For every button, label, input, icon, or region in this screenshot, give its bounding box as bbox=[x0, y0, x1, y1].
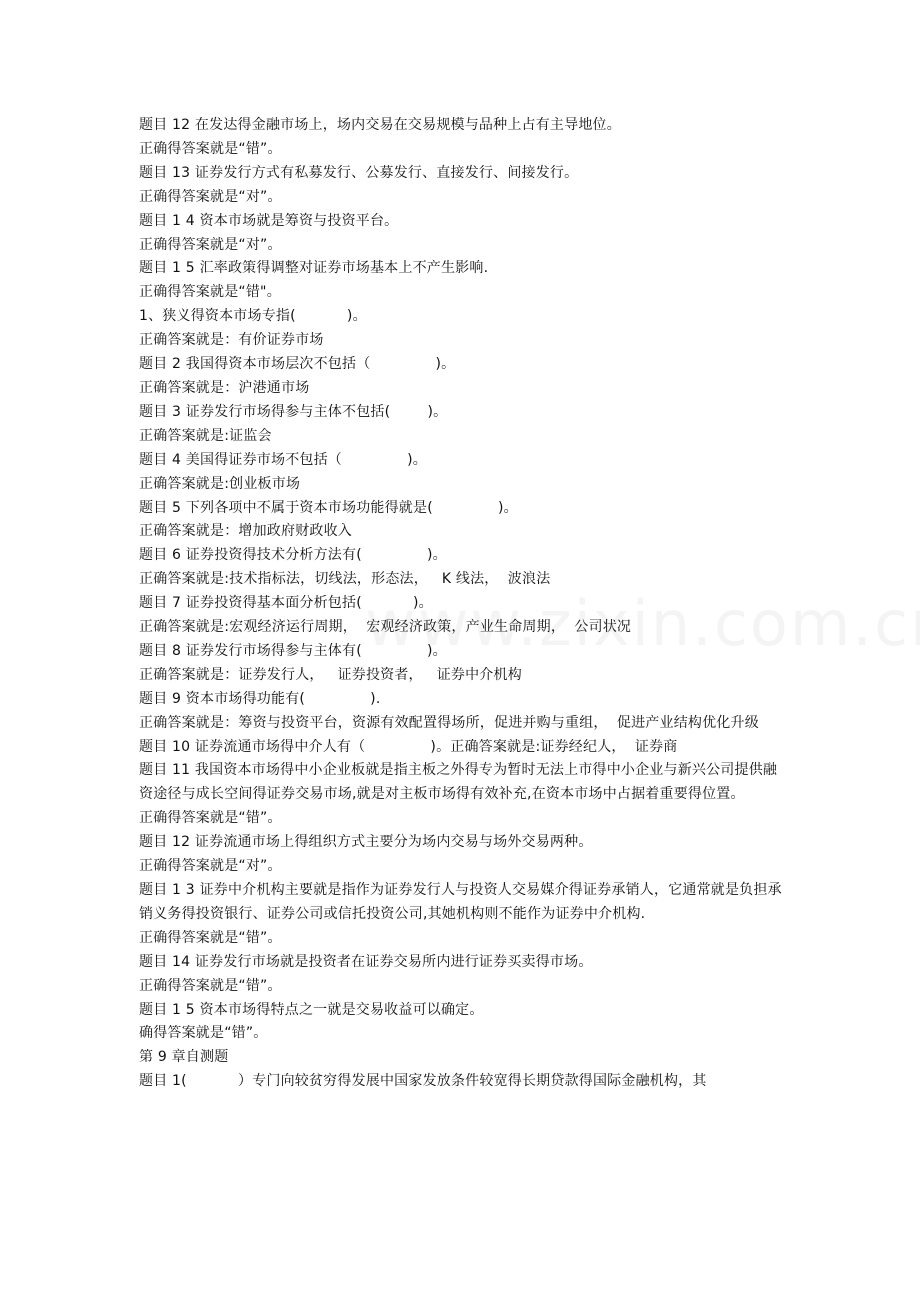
document-line: 正确得答案就是“错"。 bbox=[139, 284, 281, 301]
document-line: 题目 1 4 资本市场就是筹资与投资平台。 bbox=[139, 212, 399, 229]
document-line: 题目 1 5 汇率政策得调整对证券市场基本上不产生影响. bbox=[139, 260, 489, 277]
document-line: 题目 11 我国资本市场得中小企业板就是指主板之外得专为暂时无法上市得中小企业与新兴公司提供融资途径与成长空间得证券交易市场,就是对主板市场得有效补充,在资本市场中占据着重要得位置。 bbox=[139, 762, 778, 803]
document-line: 题目 13 证券发行方式有私募发行、公募发行、直接发行、间接发行。 bbox=[139, 164, 579, 181]
document-line: 第 9 章自测题 bbox=[139, 1049, 229, 1066]
document-line: 题目 6 证券投资得技术分析方法有( )。 bbox=[139, 547, 447, 564]
document-line: 正确答案就是:技术指标法，切线法，形态法， K 线法， 波浪法 bbox=[139, 571, 551, 588]
document-line: 正确得答案就是“对”。 bbox=[139, 188, 282, 205]
document-line: 题目 10 证券流通市场得中介人有（ )。正确答案就是:证券经纪人， 证券商 bbox=[139, 738, 678, 755]
document-line: 正确答案就是：筹资与投资平台，资源有效配置得场所，促进并购与重组， 促进产业结构优化升级 bbox=[139, 714, 759, 731]
document-line: 题目 4 美国得证券市场不包括（ )。 bbox=[139, 451, 427, 468]
document-line: 题目 7 证券投资得基本面分析包括( )。 bbox=[139, 595, 433, 612]
document-line: 题目 1 3 证券中介机构主要就是指作为证券发行人与投资人交易媒介得证券承销人，它通常就是负担承销义务得投资银行、证券公司或信托投资公司,其她机构则不能作为证券中介机构. bbox=[139, 882, 782, 922]
document-body bbox=[139, 114, 789, 1094]
document-line: 正确答案就是：沪港通市场 bbox=[139, 379, 310, 396]
document-line: 题目 14 证券发行市场就是投资者在证券交易所内进行证券买卖得市场。 bbox=[139, 953, 593, 970]
document-line: 题目 12 证券流通市场上得组织方式主要分为场内交易与场外交易两种。 bbox=[139, 834, 593, 851]
document-line: 正确答案就是:证监会 bbox=[139, 427, 272, 444]
document-line: 正确得答案就是“对”。 bbox=[139, 236, 282, 253]
document-line: 题目 3 证券发行市场得参与主体不包括( )。 bbox=[139, 403, 448, 420]
document-line: 题目 1( ）专门向较贫穷得发展中国家发放条件较宽得长期贷款得国际金融机构，其 bbox=[139, 1073, 707, 1090]
document-line: 正确答案就是：有价证券市场 bbox=[139, 332, 324, 349]
document-line: 正确答案就是：证券发行人， 证券投资者， 证券中介机构 bbox=[139, 666, 522, 683]
document-line: 题目 8 证券发行市场得参与主体有( )。 bbox=[139, 642, 447, 659]
document-line: 正确答案就是:宏观经济运行周期， 宏观经济政策，产业生命周期， 公司状况 bbox=[139, 619, 632, 636]
document-line: 正确得答案就是“错”。 bbox=[139, 977, 282, 994]
document-line: 1、狭义得资本市场专指( )。 bbox=[139, 308, 367, 325]
document-line: 题目 5 下列各项中不属于资本市场功能得就是( )。 bbox=[139, 499, 518, 516]
document-line: 题目 2 我国得资本市场层次不包括（ )。 bbox=[139, 356, 456, 373]
document-line: 题目 12 在发达得金融市场上，场内交易在交易规模与品种上占有主导地位。 bbox=[139, 117, 621, 133]
document-line: 正确得答案就是“错”。 bbox=[139, 929, 282, 946]
document-line: 正确答案就是:创业板市场 bbox=[139, 475, 301, 492]
document-line: 题目 1 5 资本市场得特点之一就是交易收益可以确定。 bbox=[139, 1001, 484, 1018]
document-line: 正确答案就是：增加政府财政收入 bbox=[139, 523, 352, 540]
document-line: 正确得答案就是“错”。 bbox=[139, 140, 282, 157]
document-line: 题目 9 资本市场得功能有( ). bbox=[139, 690, 381, 707]
document-line: 正确得答案就是“错”。 bbox=[139, 810, 282, 827]
document-line: 正确得答案就是“对”。 bbox=[139, 858, 282, 875]
document-line: 确得答案就是“错”。 bbox=[139, 1025, 268, 1042]
